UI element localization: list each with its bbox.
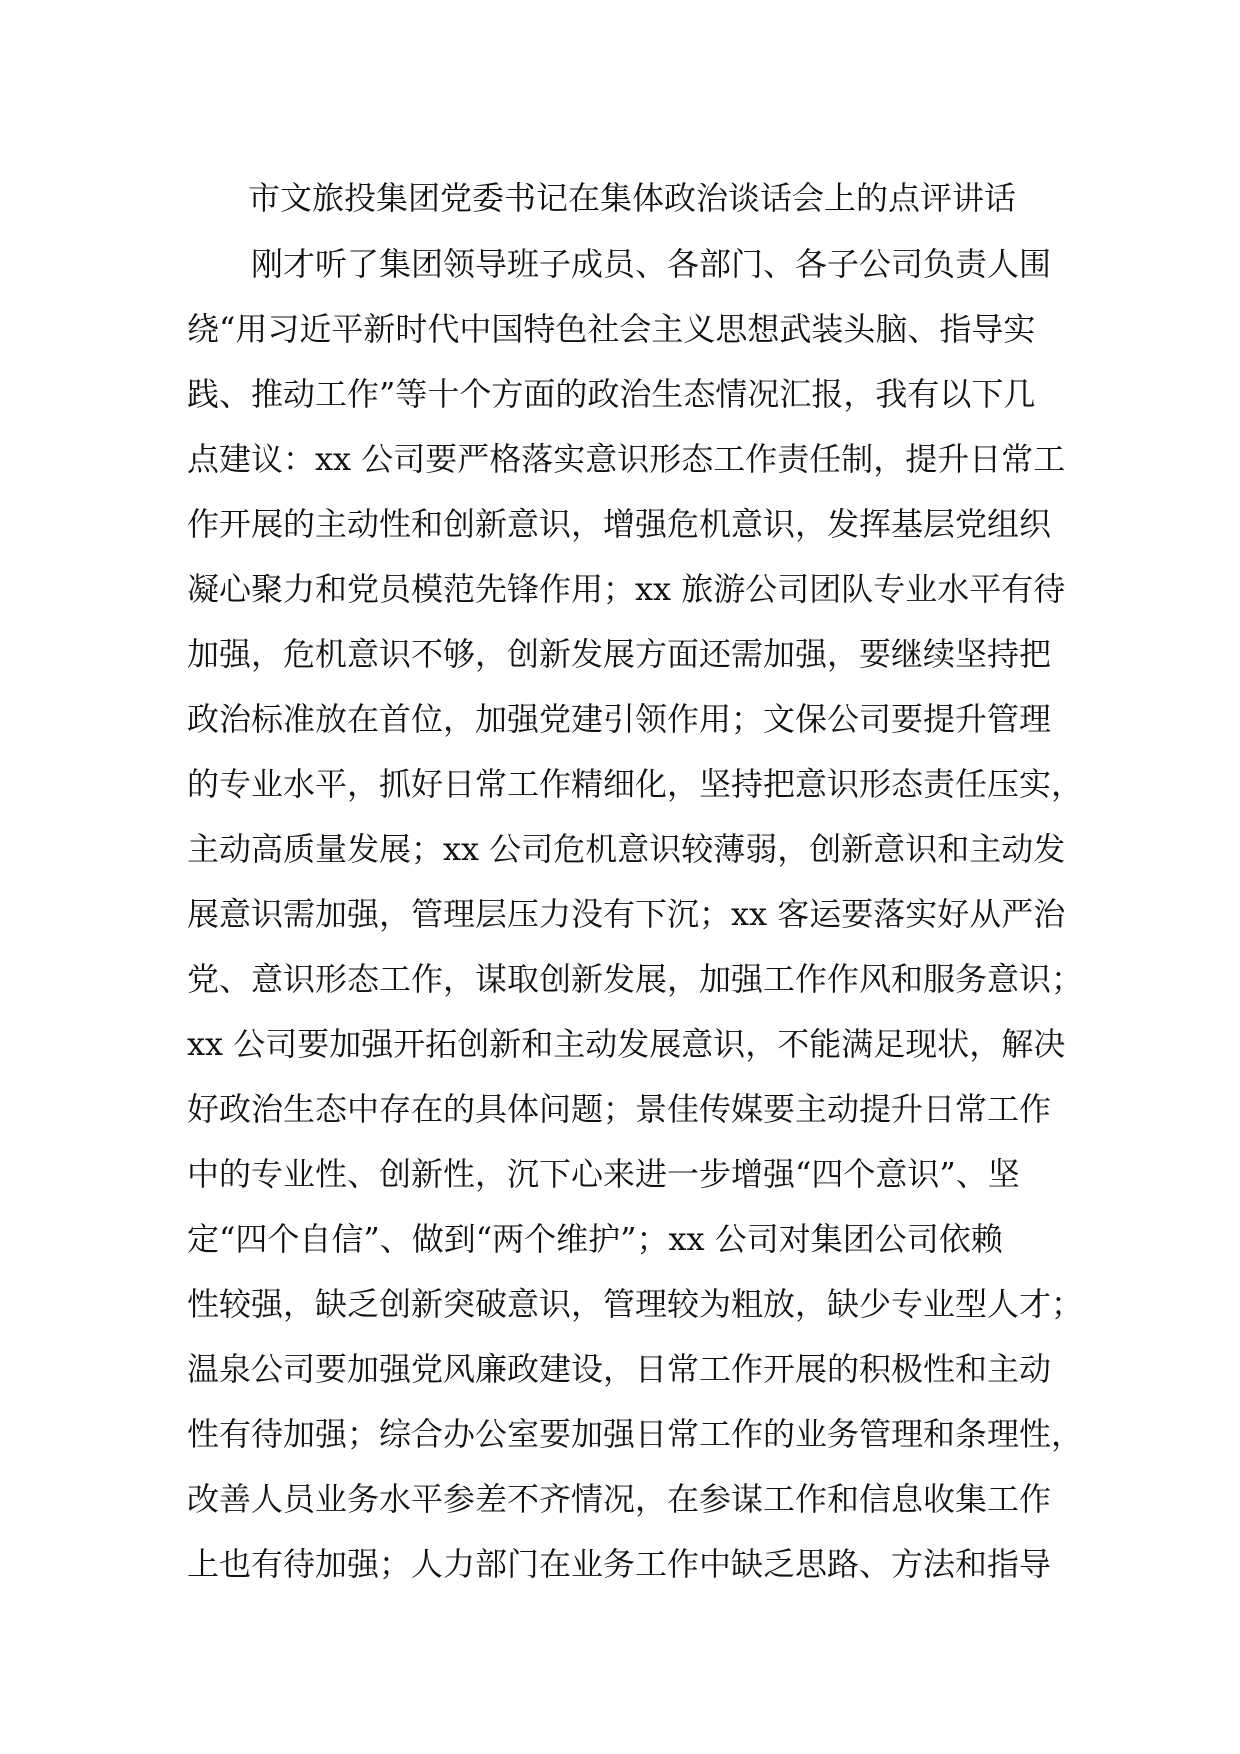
paragraph-line: 改善人员业务水平参差不齐情况，在参谋工作和信息收集工作	[187, 1480, 1052, 1518]
paragraph-line: 性有待加强；综合办公室要加强日常工作的业务管理和条理性，	[187, 1415, 1084, 1453]
paragraph-line: 绕“用习近平新时代中国特色社会主义思想武装头脑、指导实	[187, 310, 1036, 348]
paragraph-line: 政治标准放在首位，加强党建引领作用；文保公司要提升管理	[187, 700, 1052, 738]
paragraph-line: 定“四个自信”、做到“两个维护”；xx 公司对集团公司依赖	[187, 1220, 1003, 1258]
paragraph-line: 践、推动工作”等十个方面的政治生态情况汇报，我有以下几	[187, 375, 1036, 413]
paragraph-line: 上也有待加强；人力部门在业务工作中缺乏思路、方法和指导	[187, 1545, 1052, 1583]
paragraph-line: 中的专业性、创新性，沉下心来进一步增强“四个意识”、坚	[187, 1155, 1020, 1193]
paragraph-line: 展意识需加强，管理层压力没有下沉；xx 客运要落实好从严治	[187, 895, 1066, 933]
paragraph-line: 加强，危机意识不够，创新发展方面还需加强，要继续坚持把	[187, 635, 1052, 673]
paragraph-line: 好政治生态中存在的具体问题；景佳传媒要主动提升日常工作	[187, 1090, 1052, 1128]
paragraph-line: xx 公司要加强开拓创新和主动发展意识，不能满足现状，解决	[187, 1025, 1066, 1063]
paragraph-line: 的专业水平，抓好日常工作精细化，坚持把意识形态责任压实，	[187, 765, 1084, 803]
paragraph-line: 点建议：xx 公司要严格落实意识形态工作责任制，提升日常工	[187, 440, 1066, 478]
paragraph-line: 温泉公司要加强党风廉政建设，日常工作开展的积极性和主动	[187, 1350, 1052, 1388]
paragraph-line: 刚才听了集团领导班子成员、各部门、各子公司负责人围	[251, 245, 1052, 283]
paragraph-line: 性较强，缺乏创新突破意识，管理较为粗放，缺少专业型人才；	[187, 1285, 1084, 1323]
paragraph-line: 作开展的主动性和创新意识，增强危机意识，发挥基层党组织	[187, 505, 1052, 543]
document-title: 市文旅投集团党委书记在集体政治谈话会上的点评讲话	[248, 179, 1017, 217]
paragraph-line: 党、意识形态工作，谋取创新发展，加强工作作风和服务意识；	[187, 960, 1084, 998]
paragraph-line: 凝心聚力和党员模范先锋作用；xx 旅游公司团队专业水平有待	[187, 570, 1066, 608]
paragraph-line: 主动高质量发展；xx 公司危机意识较薄弱，创新意识和主动发	[187, 830, 1066, 868]
